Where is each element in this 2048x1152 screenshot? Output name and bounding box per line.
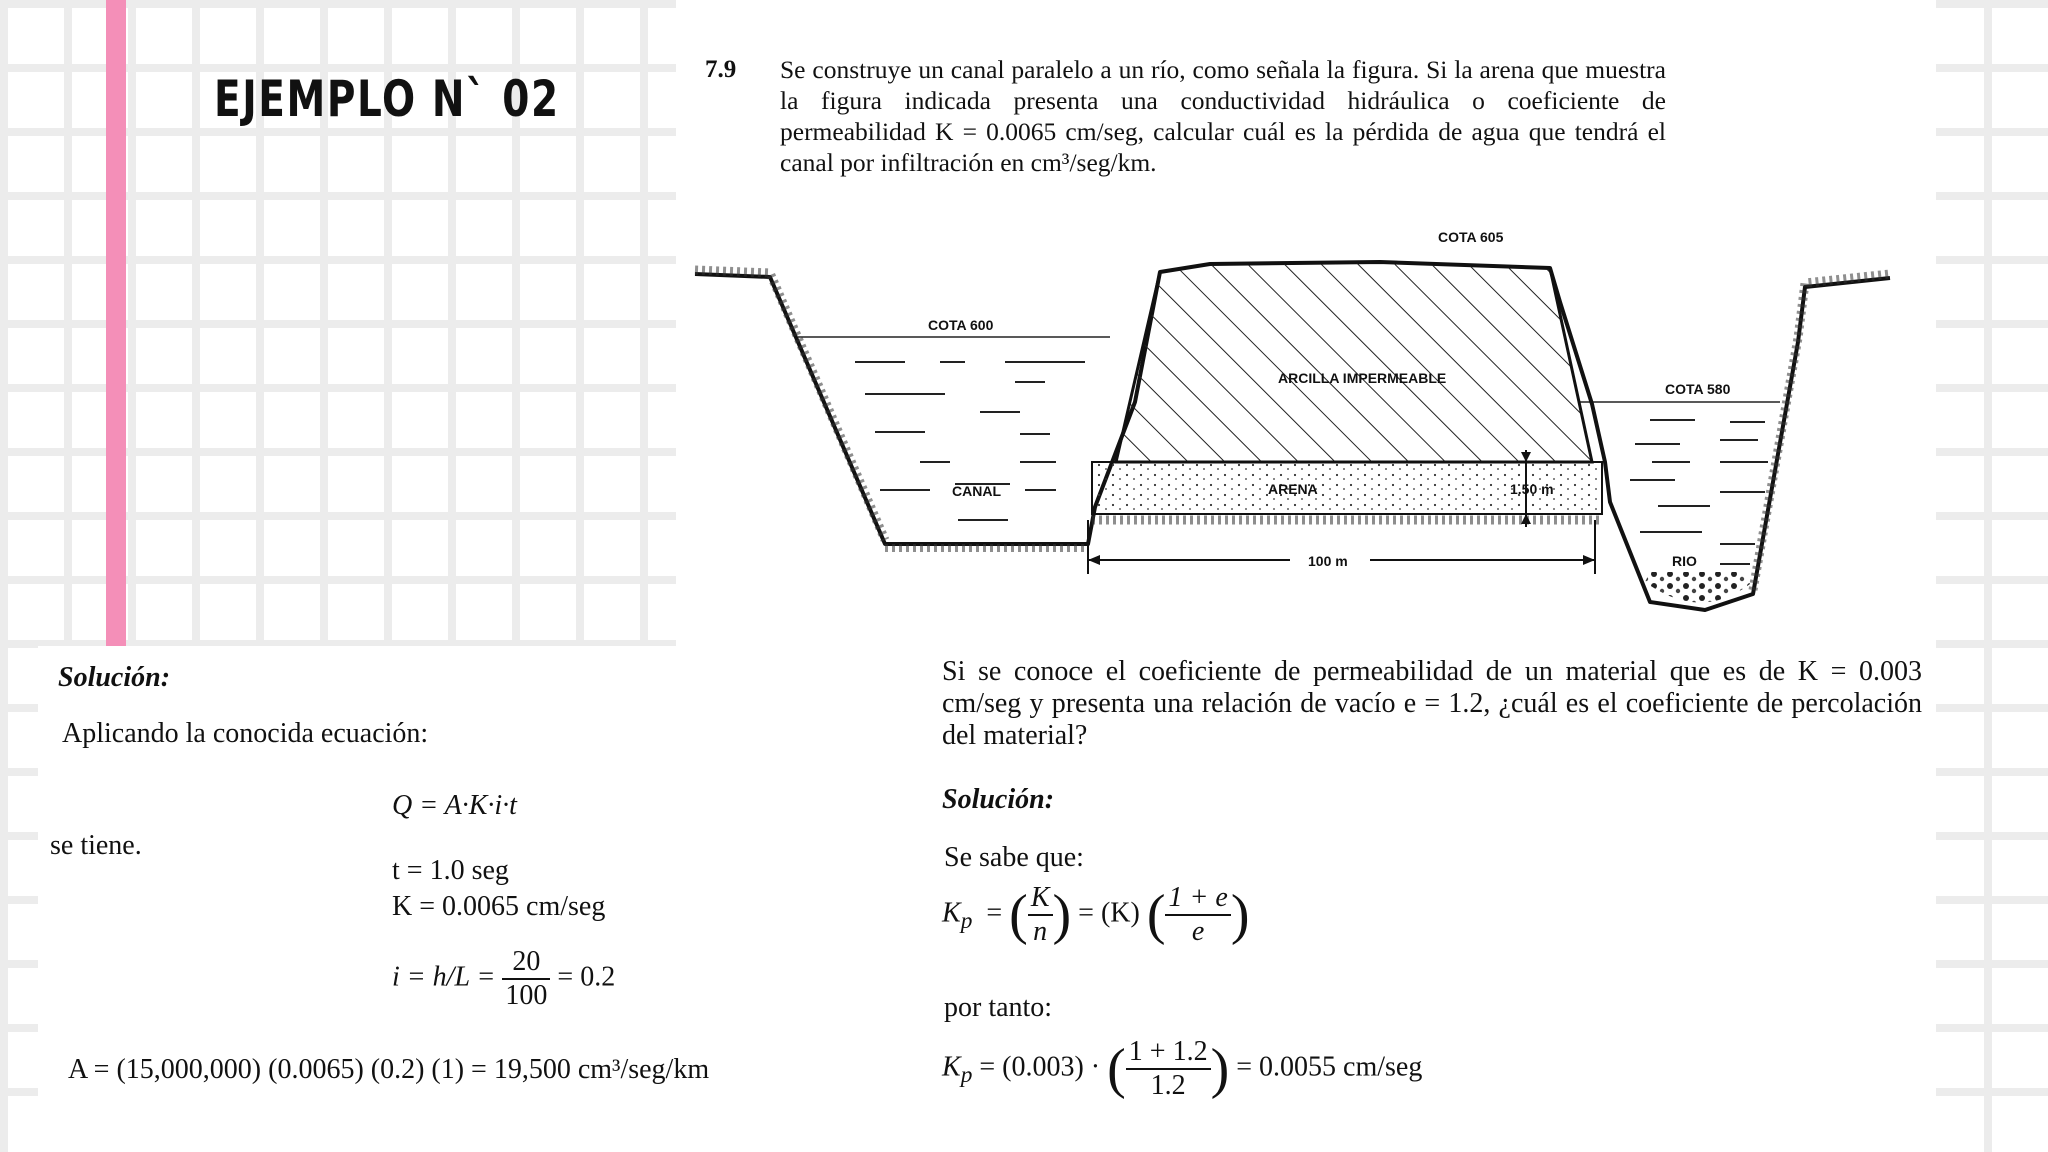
page-title: EJEMPLO N` 02 [214, 70, 560, 128]
i-equation [392, 946, 615, 1012]
label-cota-580: COTA 580 [1665, 381, 1731, 397]
kp-result: $K_p = (0.003)$ · ( $\frac{1 + 1.2}{1.2}$ ) = 0.0055 cm/seg [942, 1036, 1423, 1101]
label-longitud: 100 m [1308, 553, 1348, 569]
k-over-n-den: n [1033, 916, 1048, 947]
result-fraction-den: 1.2 [1150, 1070, 1186, 1101]
kp-result-symbol: K [942, 1051, 961, 1083]
kp-subscript: p [960, 908, 973, 935]
label-rio: RIO [1672, 553, 1697, 569]
i-rhs: = 0.2 [557, 961, 616, 993]
label-cota-600: COTA 600 [928, 317, 994, 333]
one-plus-e-den: e [1191, 916, 1205, 947]
label-arcilla: ARCILLA IMPERMEABLE [1278, 370, 1447, 386]
kp-result-subscript: p [960, 1062, 973, 1089]
solution-label-right: Solución: [942, 784, 1055, 815]
k-over-n-num: K [1028, 882, 1053, 916]
label-espesor: 1.50 m [1510, 481, 1554, 497]
one-plus-e-num: 1 + e [1165, 882, 1230, 916]
kp-formula: $K_p$ = ( $\frac{K}{n}$ ) = (K) ( $\frac{1 + e}{e}$ ) [942, 882, 1250, 947]
solution-label-left: Solución: [58, 662, 171, 693]
por-tanto-text: por tanto: [944, 992, 1053, 1023]
soil-texture-right [1753, 274, 1890, 590]
i-numerator: 20 [502, 946, 550, 980]
problem-number: 7.9 [705, 56, 737, 83]
a-result: A = (15,000,000) (0.0065) (0.2) (1) = 19,500 cm³/seg/km [68, 1054, 710, 1085]
i-denominator: 100 [505, 980, 548, 1011]
river-gravel [1645, 572, 1750, 603]
se-tiene-text: se tiene. [50, 830, 142, 861]
se-sabe-text: Se sabe que: [944, 842, 1084, 873]
t-value: t = 1.0 seg [392, 855, 509, 886]
label-canal: CANAL [952, 483, 1001, 499]
label-arena: ARENA [1268, 481, 1318, 497]
equation-q: Q = A·K·i·t [392, 790, 517, 821]
pink-accent-bar [106, 0, 126, 646]
clay-body [1116, 262, 1592, 462]
result-fraction [1126, 1036, 1211, 1102]
problem-statement: Se construye un canal paralelo a un río, como señala la figura. Si la arena que muestra la figura indicada presenta una conductividad hidráulica o coeficiente de permeabilidad K = 0.0065 cm/seg, calcular cuál es la pérdida de agua que tendrá el canal por infiltración en cm³/seg/km. [780, 55, 1666, 177]
kp-result-middle: = (0.003) · [979, 1051, 1101, 1083]
result-fraction-num: 1 + 1.2 [1126, 1036, 1211, 1070]
kp-result-value: = 0.0055 cm/seg [1236, 1051, 1423, 1083]
i-lhs: i = h/L = [392, 961, 496, 993]
canal-river-diagram [690, 222, 1910, 642]
kp-symbol: K [942, 897, 961, 929]
k-value: K = 0.0065 cm/seg [392, 891, 606, 922]
k-over-n [1028, 882, 1053, 948]
i-fraction [502, 946, 550, 1012]
percolation-question: Si se conoce el coeficiente de permeabilidad de un material que es de K = 0.003 cm/seg y presenta una relación de vacío e = 1.2, ¿cuál es el coeficiente de percolación del material? [942, 656, 1922, 751]
kp-middle: = (K) [1078, 897, 1140, 929]
soil-texture [695, 270, 885, 540]
label-cota-605: COTA 605 [1438, 229, 1504, 245]
river-water-dashes [1630, 420, 1768, 564]
solution-intro: Aplicando la conocida ecuación: [62, 718, 429, 749]
one-plus-e-over-e [1165, 882, 1230, 948]
